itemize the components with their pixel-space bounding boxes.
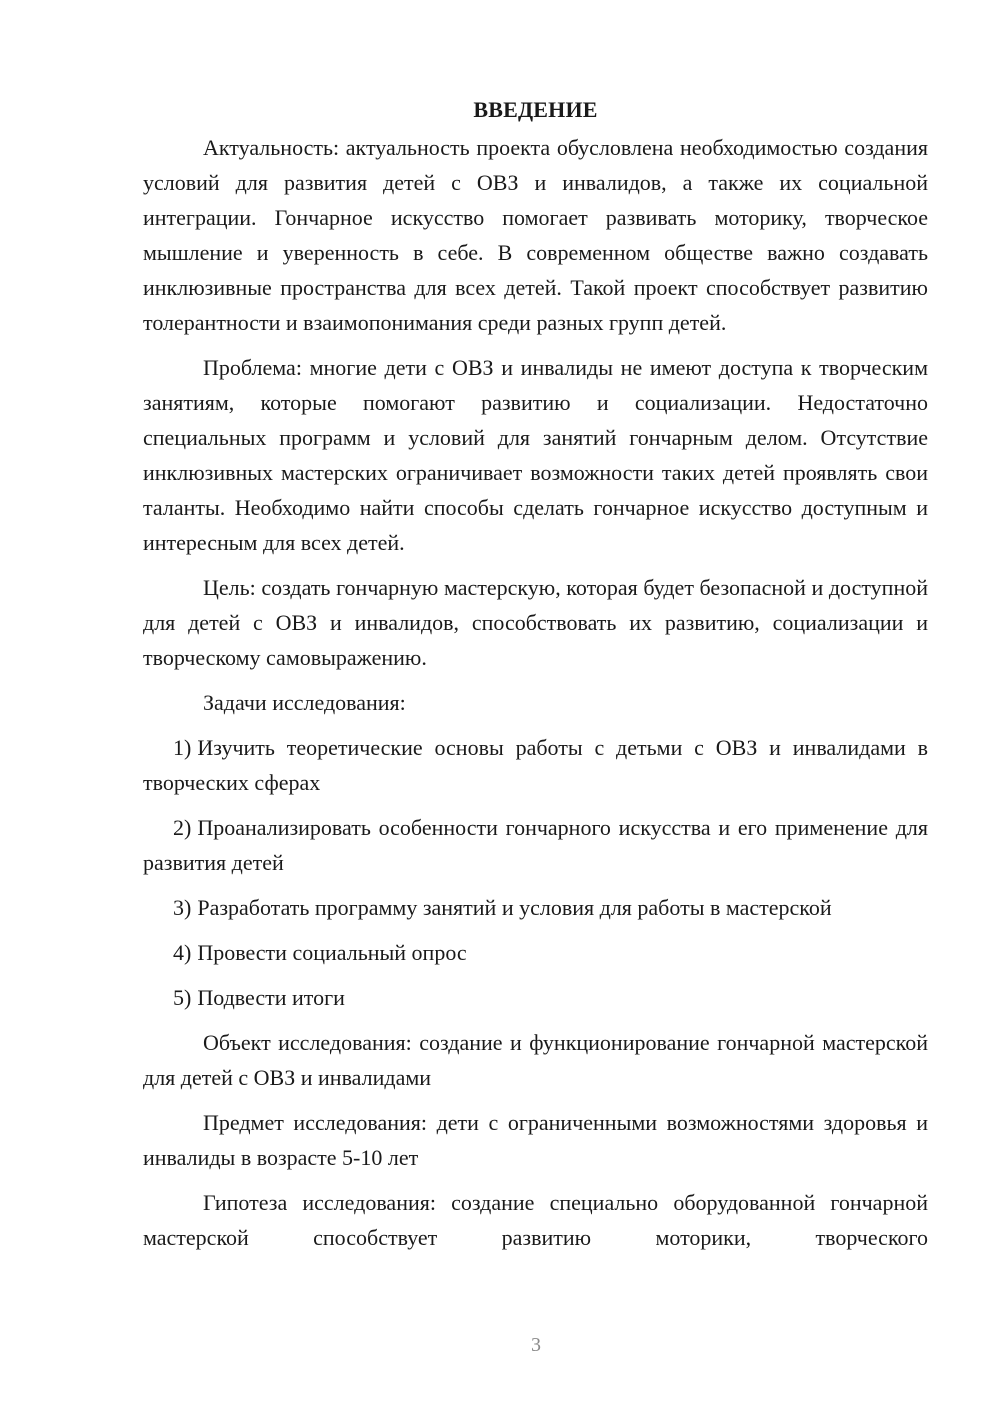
task-text: Изучить теоретические основы работы с детьми с ОВЗ и инвалидами в творческих сферах	[143, 735, 928, 795]
task-item	[143, 730, 928, 800]
task-text: Проанализировать особенности гончарного искусства и его применение для развития детей	[143, 815, 928, 875]
task-number: 3)	[173, 895, 192, 920]
task-text: Подвести итоги	[197, 985, 345, 1010]
page-number: 3	[531, 1334, 541, 1356]
task-text: Разработать программу занятий и условия для работы в мастерской	[197, 895, 832, 920]
paragraph-hypothesis: Гипотеза исследования: создание специально оборудованной гончарной мастерской способствует развитию моторики, творческого	[143, 1190, 928, 1250]
paragraph-goal: Цель: создать гончарную мастерскую, которая будет безопасной и доступной для детей с ОВЗ и инвалидов, способствовать их развитию, социализации и творческому самовыражению.	[143, 575, 928, 670]
paragraph-object: Объект исследования: создание и функционирование гончарной мастерской для детей с ОВЗ и инвалидами	[143, 1030, 928, 1090]
task-number: 4)	[173, 940, 192, 965]
paragraph-relevance: Актуальность: актуальность проекта обусловлена необходимостью создания условий для развития детей с ОВЗ и инвалидов, а также их социальной интеграции. Гончарное искусство помогает развивать моторику, творческое мышление и уверенность в себе. В современном обществе важно создавать инклюзивные пространства для всех детей. Такой проект способствует развитию толерантности и взаимопонимания среди разных групп детей.	[143, 135, 928, 335]
task-item	[143, 980, 928, 1015]
paragraph-subject: Предмет исследования: дети с ограниченными возможностями здоровья и инвалиды в возрасте 5-10 лет	[143, 1110, 928, 1170]
task-number: 2)	[173, 815, 192, 840]
section-heading: ВВЕДЕНИЕ	[473, 97, 598, 122]
task-item	[143, 935, 928, 970]
task-item	[143, 890, 928, 925]
task-number: 1)	[173, 735, 192, 760]
task-text: Провести социальный опрос	[197, 940, 467, 965]
task-list	[143, 730, 928, 1015]
paragraph-problem: Проблема: многие дети с ОВЗ и инвалиды не имеют доступа к творческим занятиям, которые помогают развитию и социализации. Недостаточно специальных программ и условий для занятий гончарным делом. Отсутствие инклюзивных мастерских ограничивает возможности таких детей проявлять свои таланты. Необходимо найти способы сделать гончарное искусство доступным и интересным для всех детей.	[143, 355, 928, 555]
task-item	[143, 810, 928, 880]
task-number: 5)	[173, 985, 192, 1010]
document-page	[143, 92, 928, 1265]
tasks-title: Задачи исследования:	[203, 690, 406, 715]
